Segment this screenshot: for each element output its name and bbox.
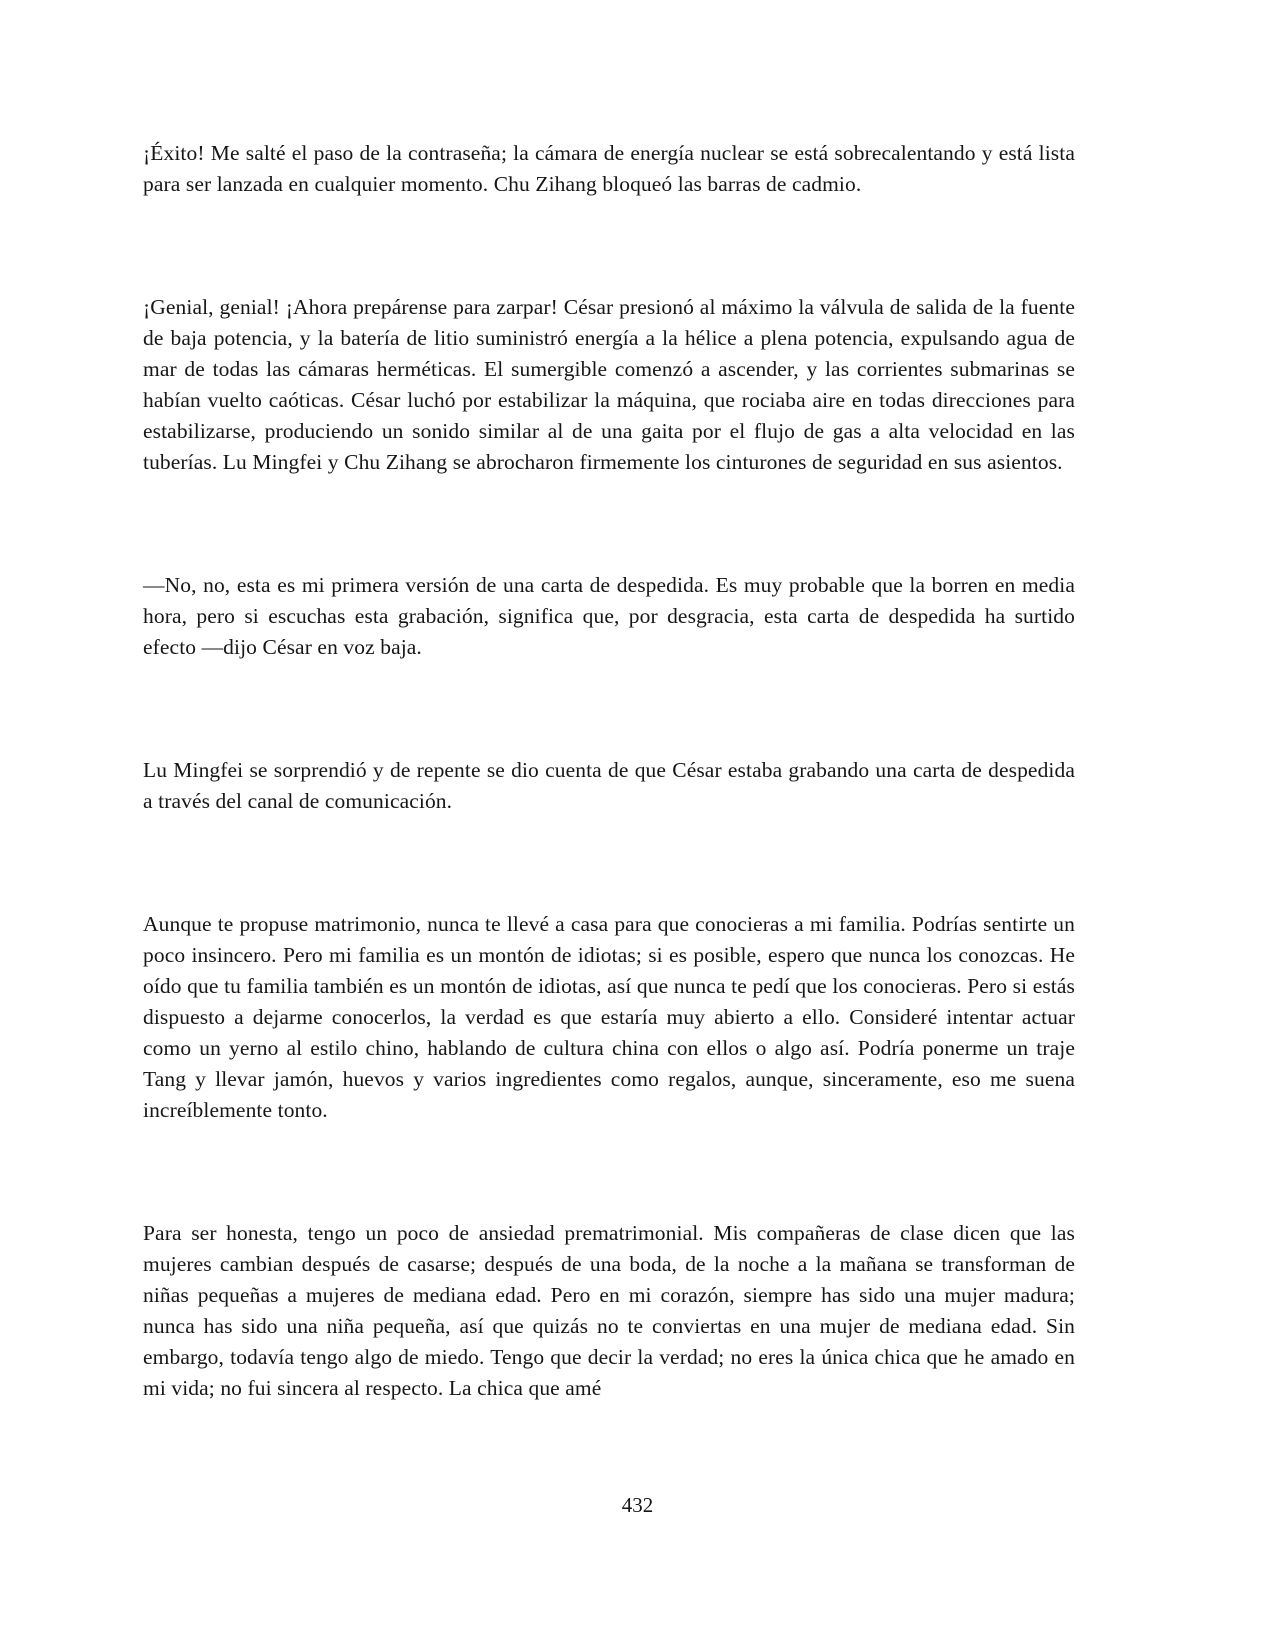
page-content [143, 138, 1075, 1404]
paragraph-5: Aunque te propuse matrimonio, nunca te llevé a casa para que conocieras a mi familia. Podrías sentirte un poco insincero. Pero mi familia es un montón de idiotas; si es posible, espero que nunca los conozcas. He oído que tu familia también es un montón de idiotas, así que nunca te pedí que los conocieras. Pero si estás dispuesto a dejarme conocerlos, la verdad es que estaría muy abierto a ello. Consideré intentar actuar como un yerno al estilo chino, hablando de cultura china con ellos o algo así. Podría ponerme un traje Tang y llevar jamón, huevos y varios ingredientes como regalos, aunque, sinceramente, eso me suena increíblemente tonto. [143, 912, 1075, 1122]
paragraph-1: ¡Éxito! Me salté el paso de la contraseña; la cámara de energía nuclear se está sobrecalentando y está lista para ser lanzada en cualquier momento. Chu Zihang bloqueó las barras de cadmio. [143, 141, 1075, 196]
paragraph-3: —No, no, esta es mi primera versión de una carta de despedida. Es muy probable que la borren en media hora, pero si escuchas esta grabación, significa que, por desgracia, esta carta de despedida ha surtido efecto —dijo César en voz baja. [143, 573, 1075, 659]
paragraph-6: Para ser honesta, tengo un poco de ansiedad prematrimonial. Mis compañeras de clase dicen que las mujeres cambian después de casarse; después de una boda, de la noche a la mañana se transforman de niñas pequeñas a mujeres de mediana edad. Pero en mi corazón, siempre has sido una mujer madura; nunca has sido una niña pequeña, así que quizás no te conviertas en una mujer de mediana edad. Sin embargo, todavía tengo algo de miedo. Tengo que decir la verdad; no eres la única chica que he amado en mi vida; no fui sincera al respecto. La chica que amé [143, 1221, 1075, 1400]
paragraph-4: Lu Mingfei se sorprendió y de repente se dio cuenta de que César estaba grabando una carta de despedida a través del canal de comunicación. [143, 758, 1075, 813]
page-number: 432 [621, 1493, 654, 1517]
paragraph-2: ¡Genial, genial! ¡Ahora prepárense para zarpar! César presionó al máximo la válvula de salida de la fuente de baja potencia, y la batería de litio suministró energía a la hélice a plena potencia, expulsando agua de mar de todas las cámaras herméticas. El sumergible comenzó a ascender, y las corrientes submarinas se habían vuelto caóticas. César luchó por estabilizar la máquina, que rociaba aire en todas direcciones para estabilizarse, produciendo un sonido similar al de una gaita por el flujo de gas a alta velocidad en las tuberías. Lu Mingfei y Chu Zihang se abrocharon firmemente los cinturones de seguridad en sus asientos. [143, 295, 1075, 474]
